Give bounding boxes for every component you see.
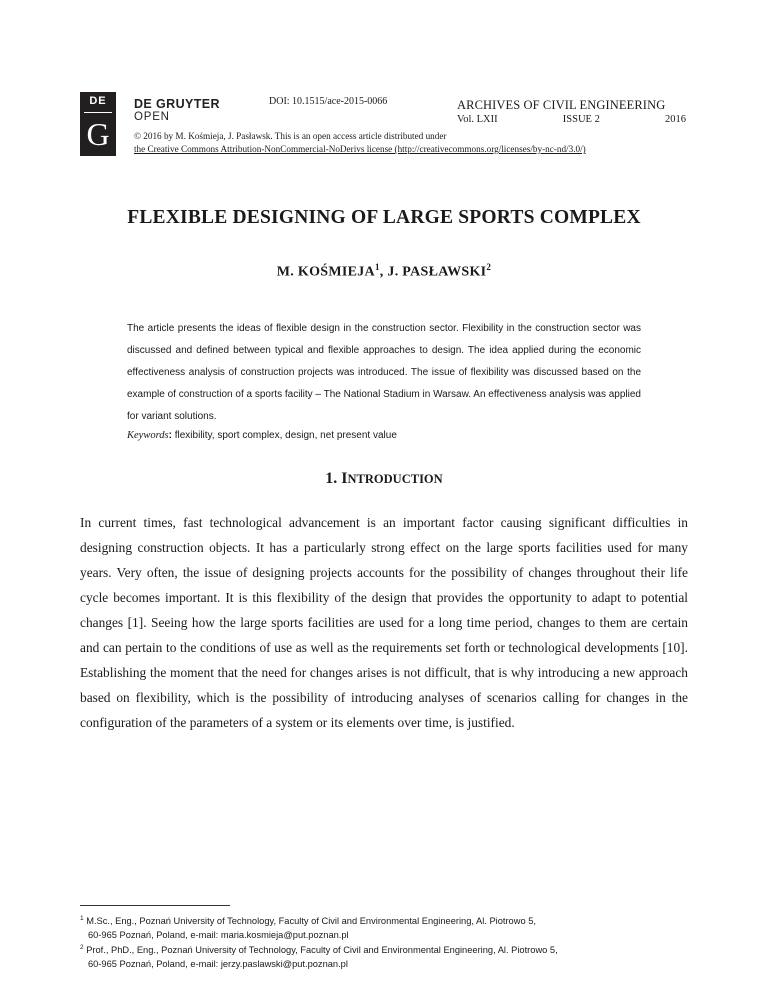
footnote-2-line-1: Prof., PhD., Eng., Poznań University of Technology, Faculty of Civil and Environmental Engineering, Al. Piotrowo 5,: [83, 945, 558, 956]
journal-meta: [457, 114, 686, 125]
footnote-2-mark: 2: [80, 944, 84, 951]
license-link[interactable]: the Creative Commons Attribution-NonCommercial-NoDerivs license (http://creativecommons.org/licenses/by-nc-nd/3.0/): [134, 144, 586, 154]
journal-year: 2016: [664, 114, 686, 125]
logo-top-text: DE: [89, 95, 107, 107]
journal-title: ARCHIVES OF CIVIL ENGINEERING: [457, 98, 666, 112]
journal-issue: ISSUE 2: [562, 114, 600, 125]
journal-block: [457, 98, 686, 125]
section-number: 1.: [325, 470, 342, 487]
footnote-divider: [80, 905, 230, 906]
keywords-text: flexibility, sport complex, design, net present value: [171, 430, 397, 441]
author-mark-2: 2: [486, 262, 492, 272]
introduction-paragraph: In current times, fast technological advancement is an important factor causing significant difficulties in designing construction objects. It has a particularly strong effect on the large sports facilities used for many years. Very often, the issue of designing projects accounts for the possibility of changes throughout their life cycle becomes important. It is this flexibility of the design that provides the opportunity to adapt to potential changes [1]. Seeing how the large sports facilities are used for a long time period, changes to them are certain and can pertain to the conditions of use as well as the requirements set forth or technological developments [10]. Establishing the moment that the need for changes arises is not difficult, that is why introducing a new approach based on flexibility, which is the possibility of introducing analyses of scenarios calling for changes in the configuration of the parameters of a system or its elements over time, is justified.: [80, 515, 688, 730]
author-separator: ,: [379, 264, 388, 280]
logo-divider: [84, 112, 112, 113]
section-rest: NTRODUCTION: [347, 472, 443, 486]
logo-bottom-text: G: [86, 116, 110, 152]
footnote-2: [80, 941, 688, 971]
publisher-block: [134, 98, 220, 124]
publisher-name: DE GRUYTER: [134, 97, 220, 111]
keywords: [127, 430, 397, 441]
footnote-2-line-2: 60-965 Poznań, Poland, e-mail: jerzy.paslawski@put.poznan.pl: [88, 958, 348, 969]
copyright-line-1: © 2016 by M. Kośmieja, J. Pasławsk. This is an open access article distributed under: [134, 131, 447, 141]
de-gruyter-logo: [80, 92, 116, 156]
copyright-notice: [134, 130, 586, 156]
abstract: The article presents the ideas of flexible design in the construction sector. Flexibility in the construction sector was discussed and defined between typical and flexible approaches to design. The idea applied during the economic effectiveness analysis of construction projects was introduced. The issue of flexibility was discussed based on the example of construction of a sports facility – The National Stadium in Warsaw. An effectiveness analysis was applied for variant solutions.: [127, 323, 641, 422]
footnote-1: [80, 912, 688, 942]
publisher-sub: OPEN: [134, 111, 170, 123]
footnote-1-line-2: 60-965 Poznań, Poland, e-mail: maria.kosmieja@put.poznan.pl: [88, 929, 349, 940]
footnote-1-line-1: M.Sc., Eng., Poznań University of Technology, Faculty of Civil and Environmental Engineering, Al. Piotrowo 5,: [83, 916, 536, 927]
paper-title: FLEXIBLE DESIGNING OF LARGE SPORTS COMPLEX: [127, 207, 641, 228]
section-initial: I: [341, 470, 348, 487]
author-name-2: J. PASŁAWSKI: [387, 264, 487, 280]
footnote-1-mark: 1: [80, 915, 84, 922]
journal-volume: Vol. LXII: [457, 114, 498, 125]
doi-text: DOI: 10.1515/ace-2015-0066: [269, 96, 388, 107]
keywords-colon: :: [168, 430, 172, 441]
author-name-1: M. KOŚMIEJA: [276, 264, 375, 280]
keywords-label: Keywords: [127, 430, 169, 441]
author-mark-1: 1: [374, 262, 380, 272]
section-heading-introduction: [0, 470, 768, 488]
author-list: [0, 262, 768, 281]
